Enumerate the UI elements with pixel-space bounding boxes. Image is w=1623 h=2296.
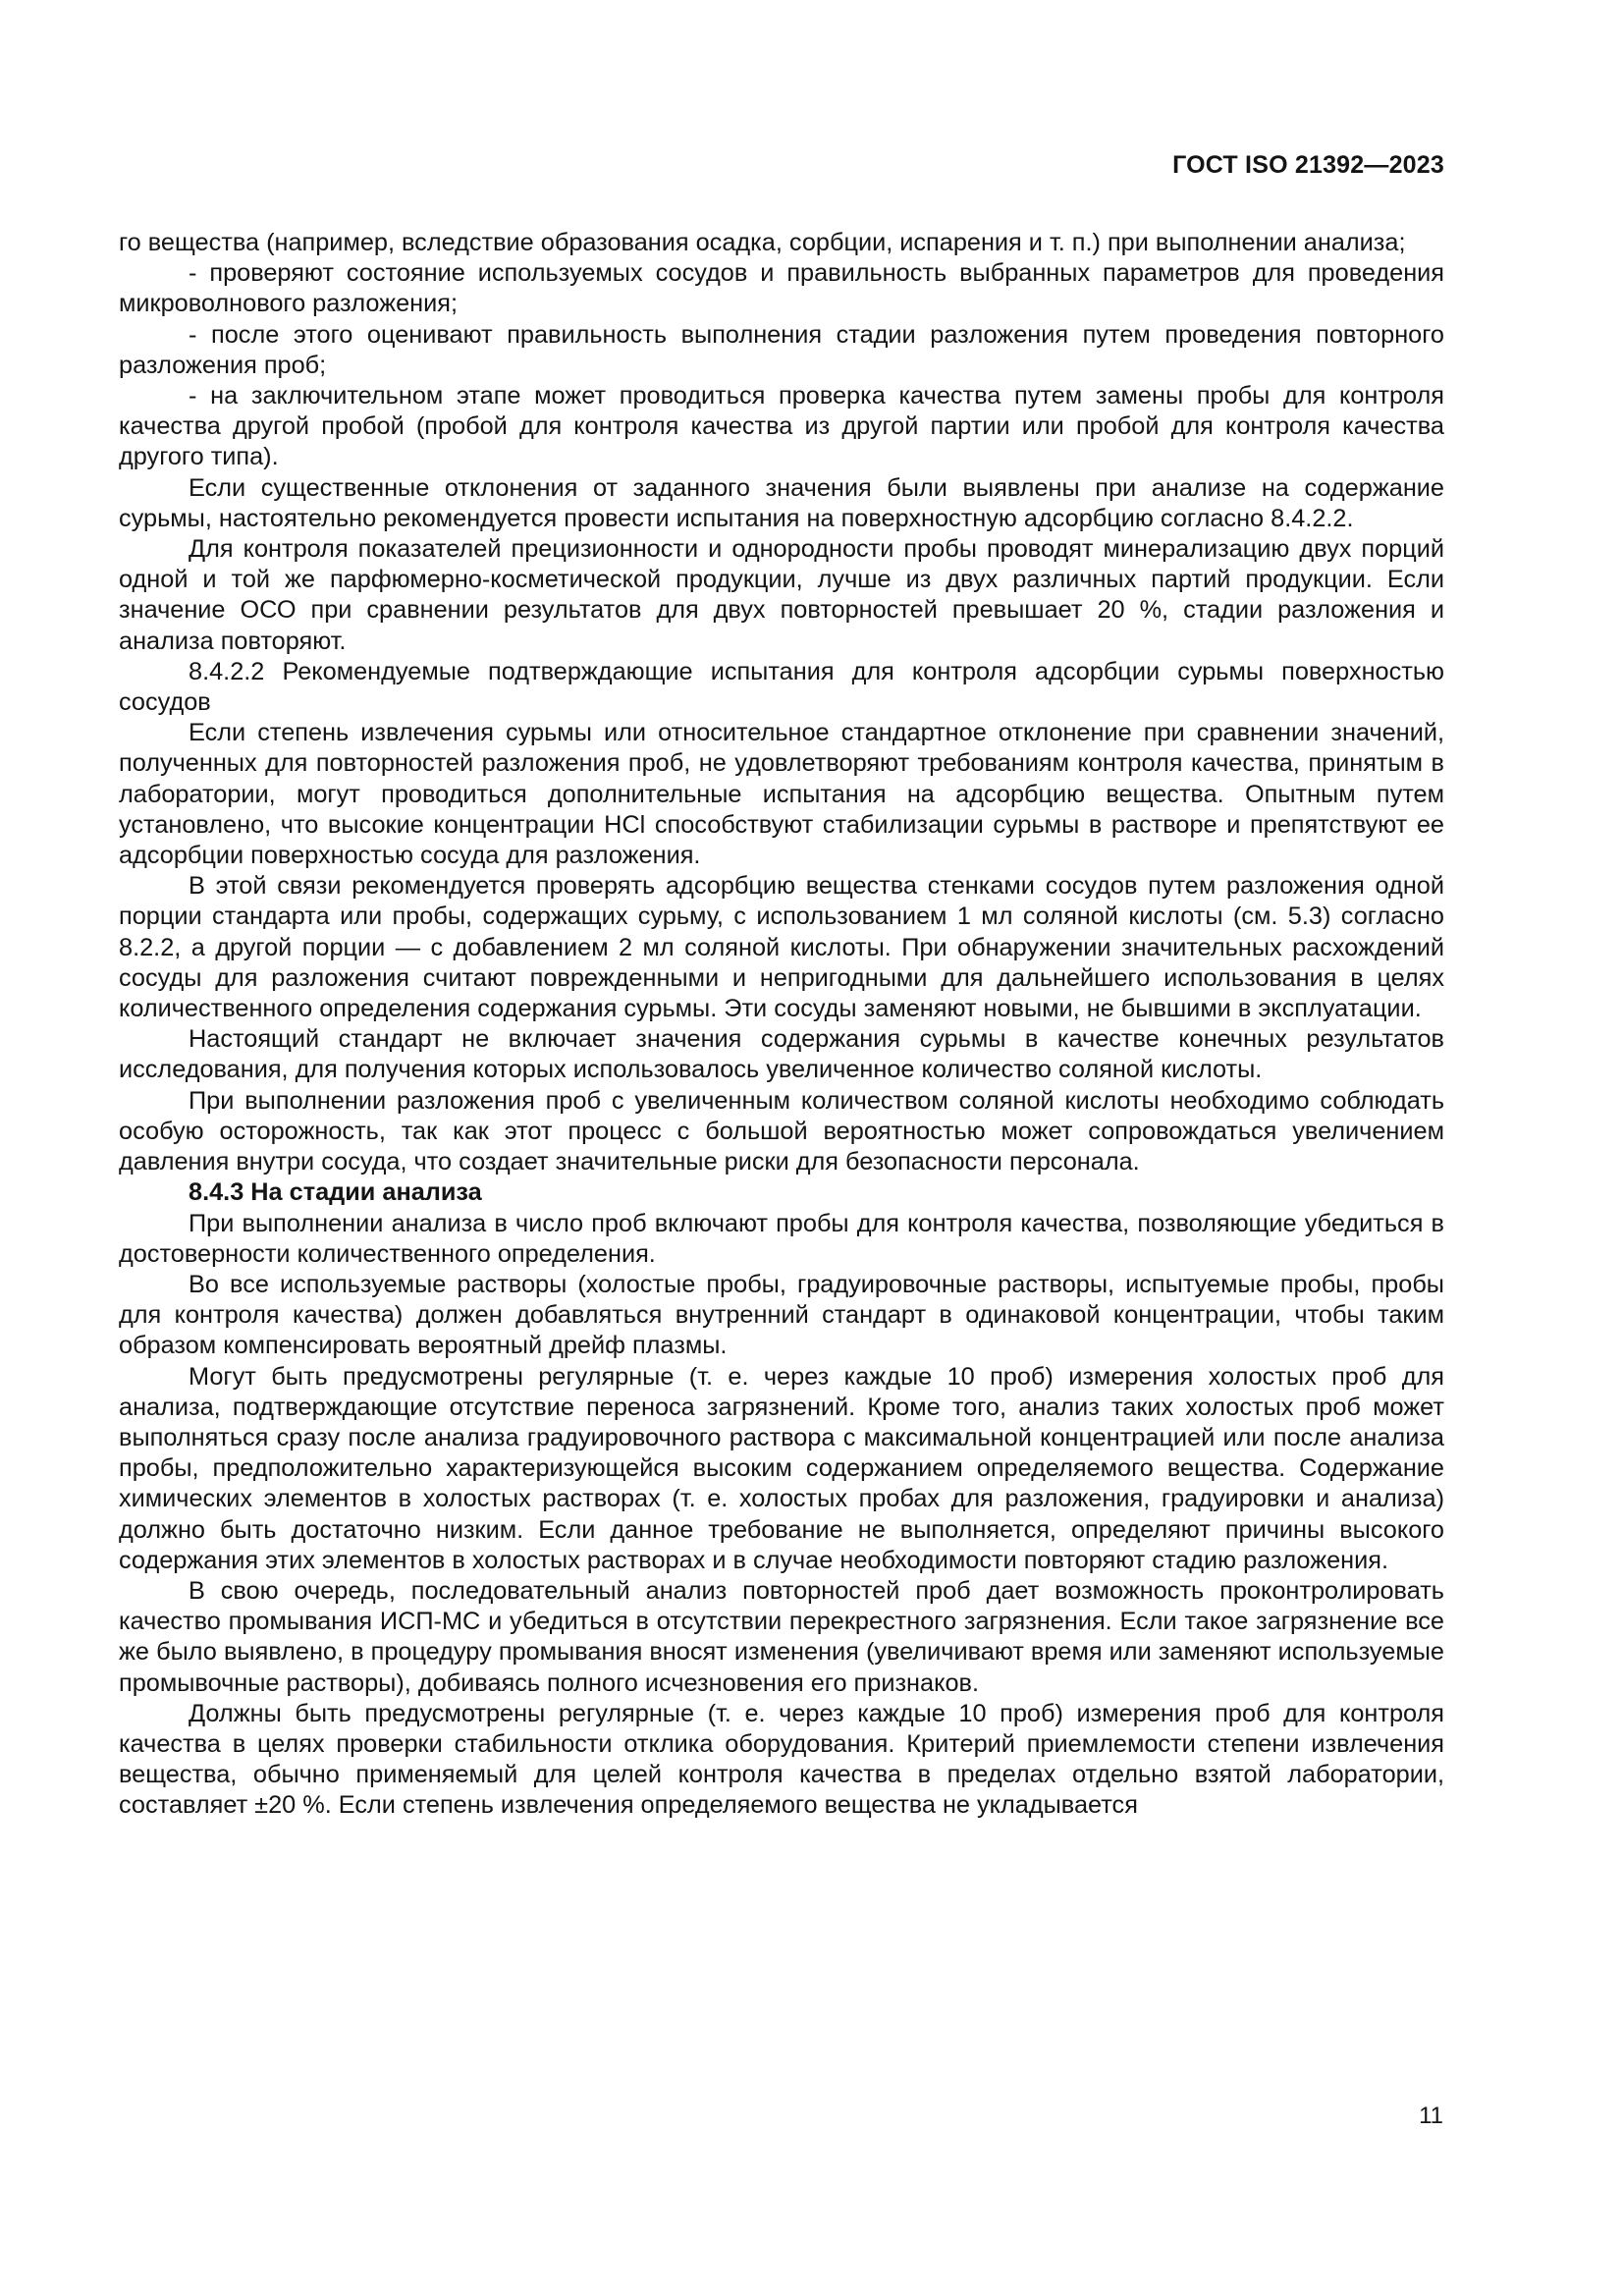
list-item-check-vessels: - проверяют состояние используемых сосудов и правильность выбранных параметров для проведения микроволнового разложения; — [119, 259, 1444, 318]
paragraph: При выполнении разложения проб с увеличенным количеством соляной кислоты необходимо соблюдать особую осторожность, так как этот процесс с большой вероятностью может сопровождаться увеличением давления внутри сосуда, что создает значительные риски для безопасности персонала. — [119, 1086, 1444, 1176]
paragraph: Если существенные отклонения от заданного значения были выявлены при анализе на содержание сурьмы, настоятельно рекомендуется провести испытания на поверхностную адсорбцию согласно 8.4.2.2. — [119, 473, 1444, 532]
list-item-replace-qc-sample: - на заключительном этапе может проводиться проверка качества путем замены пробы для контроля качества другой пробой (пробой для контроля качества из другой партии или пробой для контроля качества другого типа). — [119, 382, 1444, 471]
paragraph: Если степень извлечения сурьмы или относительное стандартное отклонение при сравнении значений, полученных для повторностей разложения проб, не удовлетворяют требованиям контроля качества, принятым в лаборатории, могут проводиться дополнительные испытания на адсорбцию вещества. Опытным путем установлено, что высокие концентрации HCl способствуют стабилизации сурьмы в растворе и препятствуют ее адсорбции поверхностью сосуда для разложения. — [119, 719, 1444, 870]
paragraph-continuation: го вещества (например, вследствие образования осадка, сорбции, испарения и т. п.) при выполнении анализа; — [119, 229, 1406, 256]
paragraph: Во все используемые растворы (холостые пробы, градуировочные растворы, испытуемые пробы, пробы для контроля качества) должен добавляться внутренний стандарт в одинаковой концентрации, чтобы таким образом компенсировать вероятный дрейф плазмы. — [119, 1270, 1444, 1360]
document-body — [119, 228, 1444, 1822]
paragraph: Должны быть предусмотрены регулярные (т. е. через каждые 10 проб) измерения проб для контроля качества в целях проверки стабильности отклика оборудования. Критерий приемлемости степени извлечения вещества, обычно применяемый для целей контроля качества в пределах отдельно взятой лаборатории, составляет ±20 %. Если степень извлечения определяемого вещества не укладывается — [119, 1699, 1444, 1820]
paragraph: Для контроля показателей прецизионности и однородности пробы проводят минерализацию двух порций одной и той же парфюмерно-косметической продукции, лучше из двух различных партий продукции. Если значение ОСО при сравнении результатов для двух повторностей превышает 20 %, стадии разложения и анализа повторяют. — [119, 535, 1444, 655]
subsection-heading-8-4-2-2: 8.4.2.2 Рекомендуемые подтверждающие испытания для контроля адсорбции сурьмы поверхностью сосудов — [119, 657, 1444, 717]
list-item-repeat-digestion: - после этого оценивают правильность выполнения стадии разложения путем проведения повторного разложения проб; — [119, 320, 1444, 379]
section-heading-8-4-3: 8.4.3 На стадии анализа — [189, 1178, 482, 1207]
paragraph: Настоящий стандарт не включает значения содержания сурьмы в качестве конечных результатов исследования, для получения которых использовалось увеличенное количество соляной кислоты. — [119, 1025, 1444, 1084]
paragraph: В свою очередь, последовательный анализ повторностей проб дает возможность проконтролировать качество промывания ИСП-МС и убедиться в отсутствии перекрестного загрязнения. Если такое загрязнение все же было выявлено, в процедуру промывания вносят изменения (увеличивают время или заменяют используемые промывочные растворы), добиваясь полного исчезновения его признаков. — [119, 1576, 1444, 1697]
paragraph: В этой связи рекомендуется проверять адсорбцию вещества стенками сосудов путем разложения одной порции стандарта или пробы, содержащих сурьму, с использованием 1 мл соляной кислоты (см. 5.3) согласно 8.2.2, а другой порции — с добавлением 2 мл соляной кислоты. При обнаружении значительных расхождений сосуды для разложения считают поврежденными и непригодными для дальнейшего использования в целях количественного определения содержания сурьмы. Эти сосуды заменяют новыми, не бывшими в эксплуатации. — [119, 872, 1444, 1023]
page-number: 11 — [1419, 2103, 1443, 2129]
paragraph: Могут быть предусмотрены регулярные (т. е. через каждые 10 проб) измерения холостых проб для анализа, подтверждающие отсутствие переноса загрязнений. Кроме того, анализ таких холостых проб может выполняться сразу после анализа градуировочного раствора с максимальной концентрацией или после анализа пробы, предположительно характеризующейся высоким содержанием определяемого вещества. Содержание химических элементов в холостых растворах (т. е. холостых пробах для разложения, градуировки и анализа) должно быть достаточно низким. Если данное требование не выполняется, определяют причины высокого содержания этих элементов в холостых растворах и в случае необходимости повторяют стадию разложения. — [119, 1362, 1444, 1574]
document-header: ГОСТ ISO 21392—2023 — [1172, 151, 1444, 179]
paragraph: При выполнении анализа в число проб включают пробы для контроля качества, позволяющие убедиться в достоверности количественного определения. — [119, 1209, 1444, 1268]
